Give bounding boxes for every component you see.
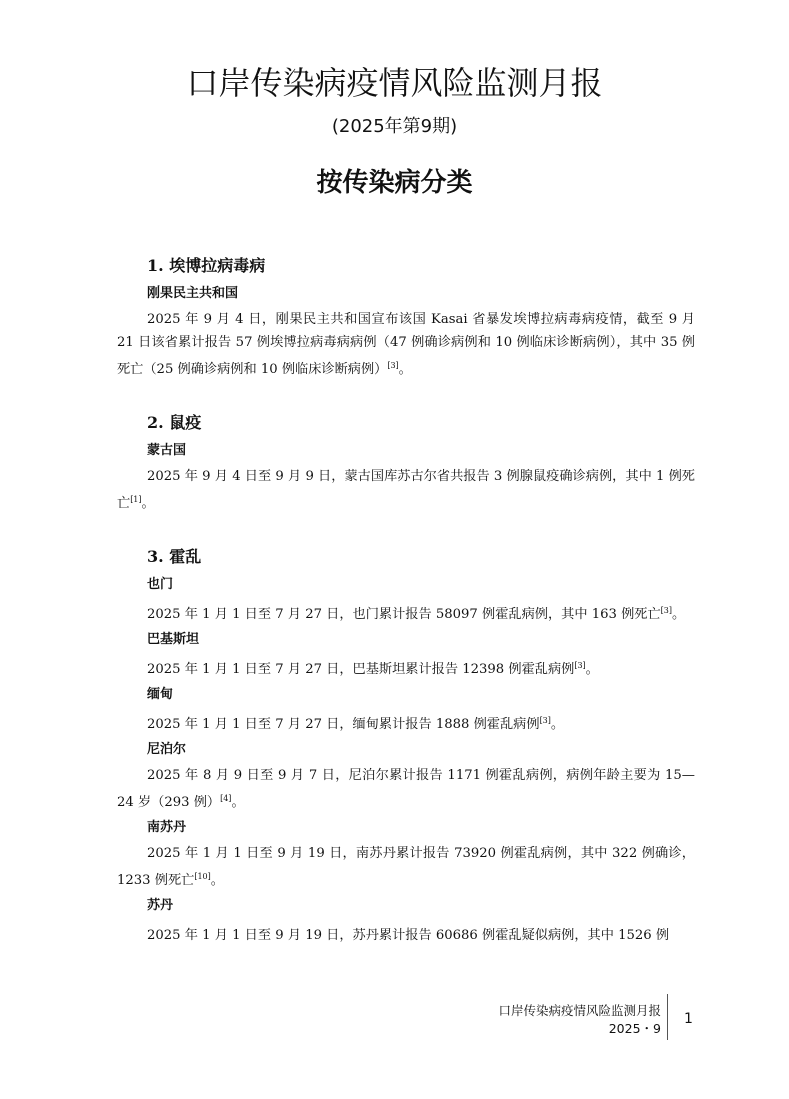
report-body <box>117 252 695 947</box>
report-paragraph: 2025 年 1 月 1 日至 9 月 19 日，苏丹累计报告 60686 例霍乱疑似病例，其中 1526 例 <box>147 928 670 943</box>
citation-ref[interactable]: [4] <box>220 794 232 803</box>
footer <box>498 1002 661 1038</box>
country-name: 尼泊尔 <box>147 742 187 757</box>
country-name: 巴基斯坦 <box>147 632 200 647</box>
issue-number: (2025年第9期) <box>331 116 458 137</box>
section-cholera <box>117 543 695 947</box>
citation-ref[interactable]: [3] <box>539 716 551 725</box>
citation-ref[interactable]: [3] <box>660 606 672 615</box>
report-paragraph: 2025 年 9 月 4 日，刚果民主共和国宣布该国 Kasai 省暴发埃博拉病毒病疫情，截至 9 月 21 日该省累计报告 57 例埃博拉病毒病病例（47 例确诊病例和 10 例临床诊断病例），其中 35 例死亡（25 例确诊病例和 10 例临床诊断病例）[3]。 <box>117 312 695 377</box>
country-name: 蒙古国 <box>147 443 187 458</box>
country-name: 也门 <box>147 577 174 592</box>
report-paragraph: 2025 年 1 月 1 日至 7 月 27 日，缅甸累计报告 1888 例霍乱病例[3]。 <box>147 716 565 732</box>
country-name: 缅甸 <box>147 687 174 702</box>
citation-ref[interactable]: [3] <box>574 661 586 670</box>
country-name: 苏丹 <box>147 898 174 913</box>
category-heading: 按传染病分类 <box>316 168 473 198</box>
citation-ref[interactable]: [1] <box>130 495 142 504</box>
report-paragraph: 2025 年 1 月 1 日至 7 月 27 日，也门累计报告 58097 例霍乱病例，其中 163 例死亡[3]。 <box>147 606 686 622</box>
footer-date: 2025・9 <box>608 1021 661 1036</box>
section-heading: 1. 埃博拉病毒病 <box>147 256 266 275</box>
footer-publication: 口岸传染病疫情风险监测月报 <box>498 1003 661 1018</box>
section-heading: 2. 鼠疫 <box>147 413 202 432</box>
report-paragraph: 2025 年 9 月 4 日至 9 月 9 日，蒙古国库苏古尔省共报告 3 例腺鼠疫确诊病例，其中 1 例死亡[1]。 <box>117 469 695 511</box>
section-plague <box>117 409 695 515</box>
country-name: 刚果民主共和国 <box>147 286 239 301</box>
country-name: 南苏丹 <box>147 820 187 835</box>
report-paragraph: 2025 年 1 月 1 日至 7 月 27 日，巴基斯坦累计报告 12398 例霍乱病例[3]。 <box>147 661 599 677</box>
citation-ref[interactable]: [3] <box>387 361 399 370</box>
footer-divider <box>667 994 668 1040</box>
section-heading: 3. 霍乱 <box>147 547 202 566</box>
report-paragraph: 2025 年 1 月 1 日至 9 月 19 日，南苏丹累计报告 73920 例霍乱病例，其中 322 例确诊，1233 例死亡[10]。 <box>117 846 695 888</box>
report-title: 口岸传染病疫情风险监测月报 <box>186 64 603 102</box>
page-number: 1 <box>684 1011 693 1027</box>
section-ebola <box>117 252 695 381</box>
report-paragraph: 2025 年 8 月 9 日至 9 月 7 日，尼泊尔累计报告 1171 例霍乱病例，病例年龄主要为 15—24 岁（293 例）[4]。 <box>117 768 695 810</box>
citation-ref[interactable]: [10] <box>194 872 211 881</box>
